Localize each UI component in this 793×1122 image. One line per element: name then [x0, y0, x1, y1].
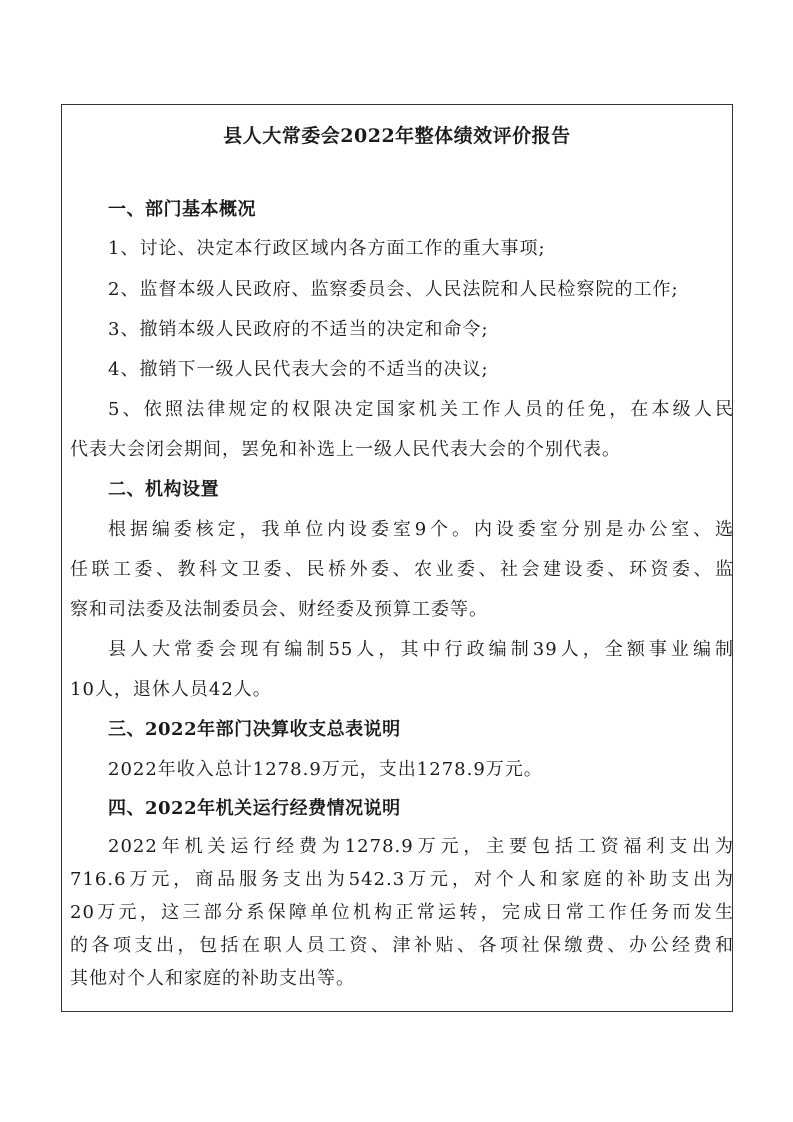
paragraph-line: 10人，退休人员42人。 — [70, 679, 272, 700]
page-title: 县人大常委会2022年整体绩效评价报告 — [223, 125, 571, 147]
section-heading-organization: 二、机构设置 — [108, 479, 219, 500]
section-heading-budget: 三、2022年部门决算收支总表说明 — [108, 719, 401, 740]
paragraph-line: 20万元，这三部分系保障单位机构正常运转，完成日常工作任务而发生 — [70, 902, 734, 923]
list-item: 1、讨论、决定本行政区域内各方面工作的重大事项; — [108, 238, 546, 259]
paragraph-line: 根据编委核定，我单位内设委室9个。内设委室分别是办公室、选 — [108, 519, 734, 540]
paragraph-line: 县人大常委会现有编制55人，其中行政编制39人，全额事业编制 — [108, 639, 734, 660]
list-item-continuation: 代表大会闭会期间，罢免和补选上一级人民代表大会的个别代表。 — [70, 439, 621, 460]
list-item: 5、依照法律规定的权限决定国家机关工作人员的任免，在本级人民 — [108, 399, 734, 420]
paragraph-line: 察和司法委及法制委员会、财经委及预算工委等。 — [70, 599, 488, 620]
paragraph-line: 2022年收入总计1278.9万元，支出1278.9万元。 — [108, 759, 543, 780]
paragraph-line: 任联工委、教科文卫委、民桥外委、农业委、社会建设委、环资委、监 — [70, 559, 734, 580]
paragraph-line: 其他对个人和家庭的补助支出等。 — [70, 968, 355, 989]
paragraph-line: 2022年机关运行经费为1278.9万元，主要包括工资福利支出为 — [108, 836, 734, 857]
list-item: 3、撤销本级人民政府的不适当的决定和命令; — [108, 319, 489, 340]
list-item: 4、撤销下一级人民代表大会的不适当的决议; — [108, 359, 489, 380]
paragraph-line: 716.6万元，商品服务支出为542.3万元，对个人和家庭的补助支出为 — [70, 869, 734, 890]
section-heading-overview: 一、部门基本概况 — [108, 199, 256, 220]
list-item: 2、监督本级人民政府、监察委员会、人民法院和人民检察院的工作; — [108, 279, 679, 300]
paragraph-line: 的各项支出，包括在职人员工资、津补贴、各项社保缴费、办公经费和 — [70, 935, 734, 956]
section-heading-operating-costs: 四、2022年机关运行经费情况说明 — [108, 798, 401, 819]
report-frame — [61, 104, 733, 1012]
